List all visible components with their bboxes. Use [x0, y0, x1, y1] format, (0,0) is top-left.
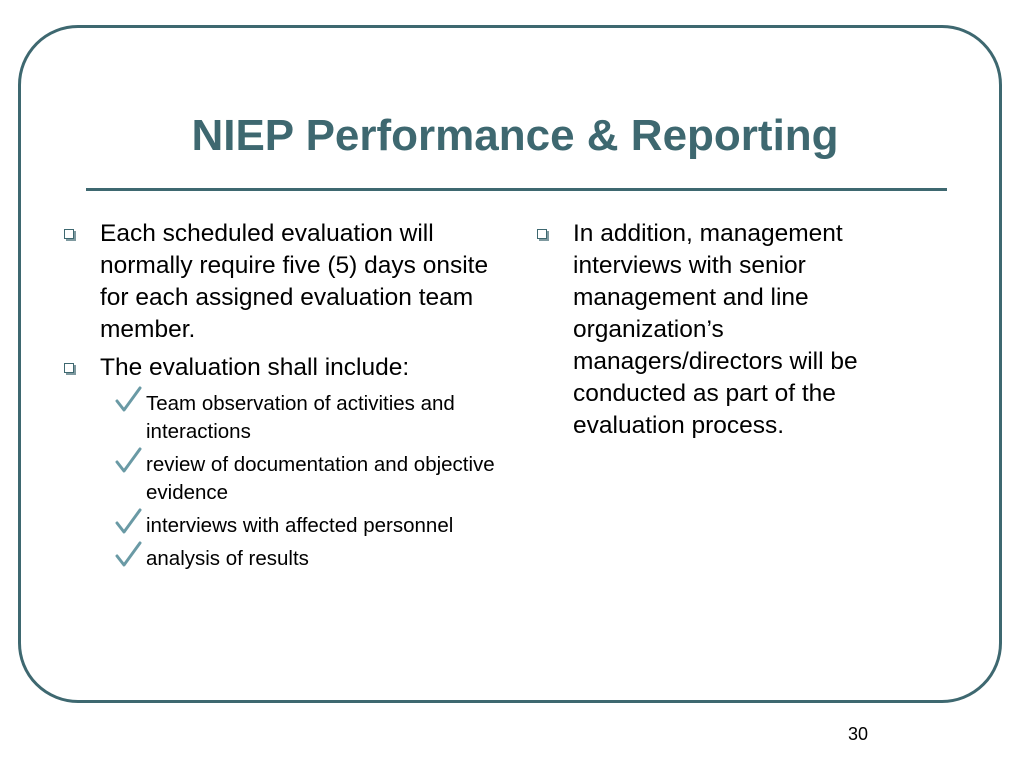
- checkmark-icon: [114, 541, 142, 569]
- bullet-item: [62, 218, 507, 346]
- sub-item-text: analysis of results: [146, 547, 309, 570]
- slide-title: NIEP Performance & Reporting: [191, 111, 839, 160]
- sub-list-item: [110, 390, 507, 446]
- sub-item-text: Team observation of activities and interactions: [146, 392, 455, 443]
- square-bullet-icon: [64, 363, 74, 373]
- left-column: [62, 218, 507, 578]
- sub-item-text: interviews with affected personnel: [146, 514, 454, 537]
- sub-list-item: [110, 451, 507, 507]
- checkmark-icon: [114, 386, 142, 414]
- bullet-item: [62, 352, 507, 384]
- square-bullet-icon: [64, 229, 74, 239]
- bullet-item: [535, 218, 935, 442]
- sub-item-text: review of documentation and objective evidence: [146, 453, 495, 504]
- sub-list-item: [110, 545, 507, 573]
- bullet-text: Each scheduled evaluation will normally require five (5) days onsite for each assigned evaluation team member.: [100, 220, 489, 343]
- sub-list: [110, 390, 507, 573]
- right-column: [535, 218, 935, 448]
- page-number: 30: [847, 724, 868, 744]
- bullet-text: In addition, management interviews with senior management and line organization’s managers/directors will be conducted as part of the evaluation process.: [573, 220, 858, 439]
- checkmark-icon: [114, 447, 142, 475]
- sub-list-item: [110, 512, 507, 540]
- title-divider: [86, 188, 947, 191]
- checkmark-icon: [114, 508, 142, 536]
- bullet-text: The evaluation shall include:: [100, 354, 410, 381]
- square-bullet-icon: [537, 229, 547, 239]
